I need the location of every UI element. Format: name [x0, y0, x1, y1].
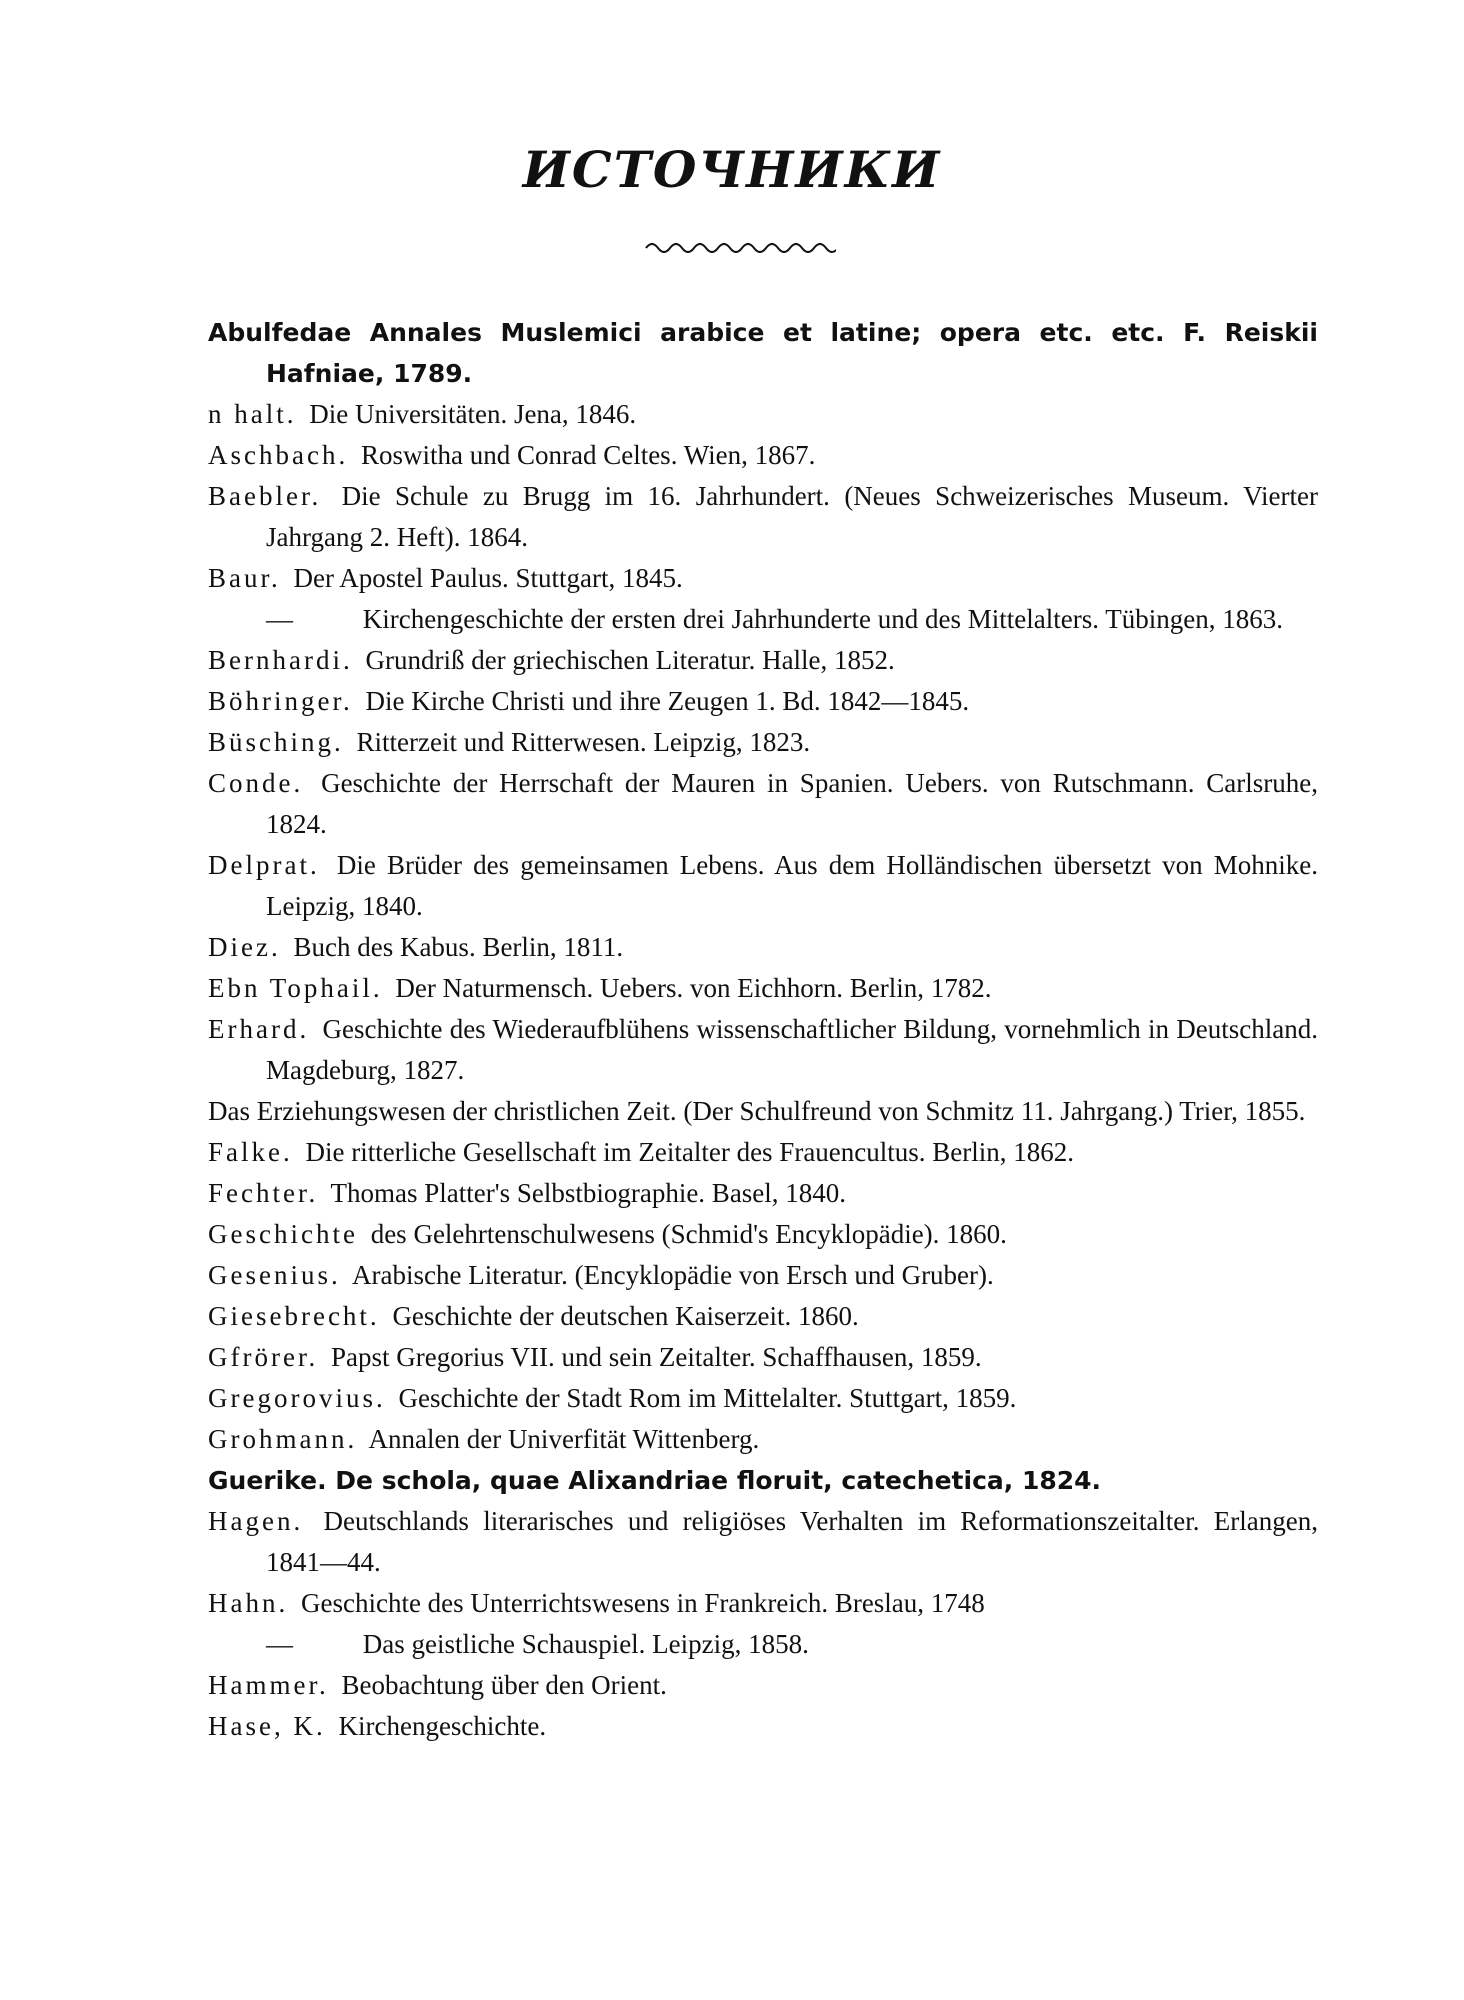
- entry-text: Beobachtung über den Orient.: [334, 1670, 667, 1700]
- entry-text: Ritterzeit und Ritterwesen. Leipzig, 1823.: [349, 727, 811, 757]
- bibliography-entry: [208, 435, 1318, 476]
- bibliography-entry: [208, 558, 1318, 599]
- bibliography-entry: [208, 1665, 1318, 1706]
- entry-author: Baur.: [208, 563, 281, 593]
- bibliography-entry: [208, 1091, 1318, 1132]
- entry-text: Papst Gregorius VII. und sein Zeitalter. Schaffhausen, 1859.: [324, 1342, 982, 1372]
- entry-author: n halt.: [208, 399, 297, 429]
- bibliography-entry: [208, 1706, 1318, 1747]
- entry-author: Grohmann.: [208, 1424, 358, 1454]
- entry-text: Die Universitäten. Jena, 1846.: [302, 399, 637, 429]
- entry-text: Geschichte der Herrschaft der Mauren in Spanien. Uebers. von Rutschmann. Carlsruhe, 1824.: [266, 768, 1318, 839]
- bibliography-entry: [208, 1419, 1318, 1460]
- entry-text: Kirchengeschichte.: [331, 1711, 547, 1741]
- page-title: ИСТОЧНИКИ: [522, 140, 942, 199]
- bibliography-entry: [208, 1132, 1318, 1173]
- bibliography-entry: [208, 312, 1318, 394]
- bibliography-entry: [208, 763, 1318, 845]
- entry-text: Thomas Platter's Selbstbiographie. Basel, 1840.: [324, 1178, 847, 1208]
- entry-author: Giesebrecht.: [208, 1301, 380, 1331]
- bibliography-entry: [208, 1255, 1318, 1296]
- entry-author: Hammer.: [208, 1670, 329, 1700]
- entry-author: Hase, K.: [208, 1711, 326, 1741]
- bibliography-entry: [208, 1214, 1318, 1255]
- entry-author: Geschichte: [208, 1219, 358, 1249]
- bibliography-entry: [208, 1296, 1318, 1337]
- bibliography-list: [208, 312, 1318, 1747]
- bibliography-entry: [208, 968, 1318, 1009]
- bibliography-entry: [208, 640, 1318, 681]
- entry-text: Das geistliche Schauspiel. Leipzig, 1858.: [356, 1629, 809, 1659]
- ornament-divider: [644, 236, 836, 260]
- entry-text: Der Apostel Paulus. Stuttgart, 1845.: [286, 563, 683, 593]
- entry-author: Ebn Tophail.: [208, 973, 383, 1003]
- entry-author: Delprat.: [208, 850, 320, 880]
- entry-text: Die Schule zu Brugg im 16. Jahrhundert. (Neues Schweizerisches Museum. Vierter Jahrgang 2. Heft). 1864.: [266, 481, 1318, 552]
- entry-text: Arabische Literatur. (Encyklopädie von Ersch und Gruber).: [346, 1260, 994, 1290]
- entry-author: Hahn.: [208, 1588, 289, 1618]
- entry-author: Falke.: [208, 1137, 293, 1167]
- bibliography-entry: [208, 1009, 1318, 1091]
- entry-text: Buch des Kabus. Berlin, 1811.: [286, 932, 624, 962]
- entry-text: Annalen der Univerfität Wittenberg.: [363, 1424, 760, 1454]
- entry-text: Die Kirche Christi und ihre Zeugen 1. Bd. 1842—1845.: [358, 686, 970, 716]
- entry-text: Grundriß der griechischen Literatur. Halle, 1852.: [358, 645, 895, 675]
- entry-author: Diez.: [208, 932, 281, 962]
- entry-author: Böhringer.: [208, 686, 353, 716]
- bibliography-entry: [208, 1173, 1318, 1214]
- bibliography-entry: [208, 927, 1318, 968]
- entry-author: Gesenius.: [208, 1260, 341, 1290]
- entry-author: Conde.: [208, 768, 304, 798]
- entry-author: Gregorovius.: [208, 1383, 386, 1413]
- entry-text: des Gelehrtenschulwesens (Schmid's Encyklopädie). 1860.: [363, 1219, 1007, 1249]
- entry-text: Der Naturmensch. Uebers. von Eichhorn. Berlin, 1782.: [388, 973, 992, 1003]
- bibliography-entry: [208, 1378, 1318, 1419]
- entry-author: Bernhardi.: [208, 645, 353, 675]
- entry-author: Baebler.: [208, 481, 322, 511]
- entry-text: Deutschlands literarisches und religiöses Verhalten im Reformationszeitalter. Erlangen, 1841—44.: [266, 1506, 1318, 1577]
- bibliography-entry: [208, 681, 1318, 722]
- entry-text: Guerike. De schola, quae Alixandriae floruit, catechetica, 1824.: [208, 1466, 1102, 1495]
- ditto-dash: —: [266, 1629, 293, 1659]
- bibliography-entry: [208, 722, 1318, 763]
- entry-author: Erhard.: [208, 1014, 310, 1044]
- entry-text: Abulfedae Annales Muslemici arabice et latine; opera etc. etc. F. Reiskii Hafniae, 1789.: [208, 318, 1318, 388]
- entry-text: Kirchengeschichte der ersten drei Jahrhunderte und des Mittelalters. Tübingen, 1863.: [356, 604, 1283, 634]
- bibliography-entry: [208, 1583, 1318, 1624]
- entry-text: Das Erziehungswesen der christlichen Zeit. (Der Schulfreund von Schmitz 11. Jahrgang.) Trier, 1855.: [208, 1096, 1306, 1126]
- bibliography-entry: [208, 845, 1318, 927]
- entry-text: Geschichte des Unterrichtswesens in Frankreich. Breslau, 1748: [294, 1588, 985, 1618]
- bibliography-entry: [208, 599, 1318, 640]
- bibliography-entry: [208, 476, 1318, 558]
- bibliography-entry: [208, 1501, 1318, 1583]
- entry-author: Fechter.: [208, 1178, 319, 1208]
- bibliography-entry: [208, 1337, 1318, 1378]
- bibliography-entry: [208, 1624, 1318, 1665]
- entry-author: Büsching.: [208, 727, 344, 757]
- entry-text: Die ritterliche Gesellschaft im Zeitalter des Frauencultus. Berlin, 1862.: [298, 1137, 1075, 1167]
- entry-author: Aschbach.: [208, 440, 349, 470]
- bibliography-entry: [208, 1460, 1318, 1501]
- entry-text: Geschichte der deutschen Kaiserzeit. 1860.: [385, 1301, 859, 1331]
- entry-text: Geschichte des Wiederaufblühens wissenschaftlicher Bildung, vornehmlich in Deutschland. Magdeburg, 1827.: [266, 1014, 1318, 1085]
- entry-text: Die Brüder des gemeinsamen Lebens. Aus dem Holländischen übersetzt von Mohnike. Leipzig, 1840.: [266, 850, 1318, 921]
- entry-author: Hagen.: [208, 1506, 304, 1536]
- bibliography-entry: [208, 394, 1318, 435]
- entry-text: Geschichte der Stadt Rom im Mittelalter. Stuttgart, 1859.: [391, 1383, 1017, 1413]
- ditto-dash: —: [266, 604, 293, 634]
- entry-author: Gfrörer.: [208, 1342, 319, 1372]
- entry-text: Roswitha und Conrad Celtes. Wien, 1867.: [354, 440, 816, 470]
